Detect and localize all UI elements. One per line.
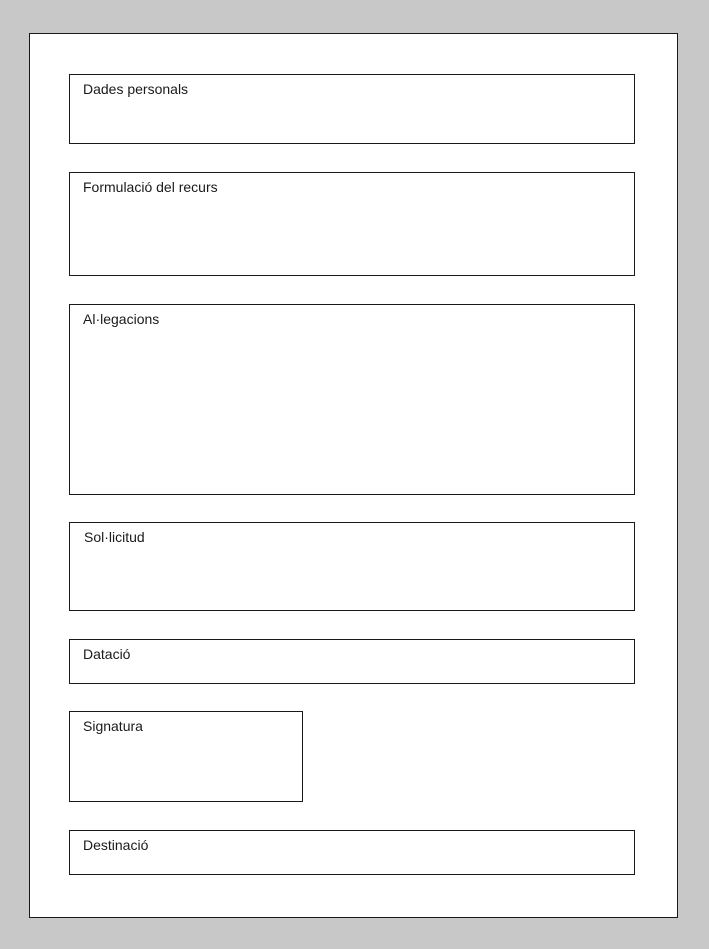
section-formulacio-del-recurs[interactable] <box>69 172 635 276</box>
section-allegacions[interactable] <box>69 304 635 495</box>
section-dades-personals[interactable] <box>69 74 635 144</box>
section-label-allegacions: Al·legacions <box>83 311 160 327</box>
section-datacio[interactable] <box>69 639 635 684</box>
section-label-formulacio-del-recurs: Formulació del recurs <box>83 179 218 195</box>
form-page <box>29 33 678 918</box>
section-destinacio[interactable] <box>69 830 635 875</box>
section-label-datacio: Datació <box>83 646 131 662</box>
section-signatura[interactable] <box>69 711 303 802</box>
section-label-dades-personals: Dades personals <box>83 81 189 97</box>
section-label-sollicitud: Sol·licitud <box>84 529 145 545</box>
section-label-signatura: Signatura <box>83 718 143 734</box>
section-sollicitud[interactable] <box>69 522 635 611</box>
section-label-destinacio: Destinació <box>83 837 149 853</box>
